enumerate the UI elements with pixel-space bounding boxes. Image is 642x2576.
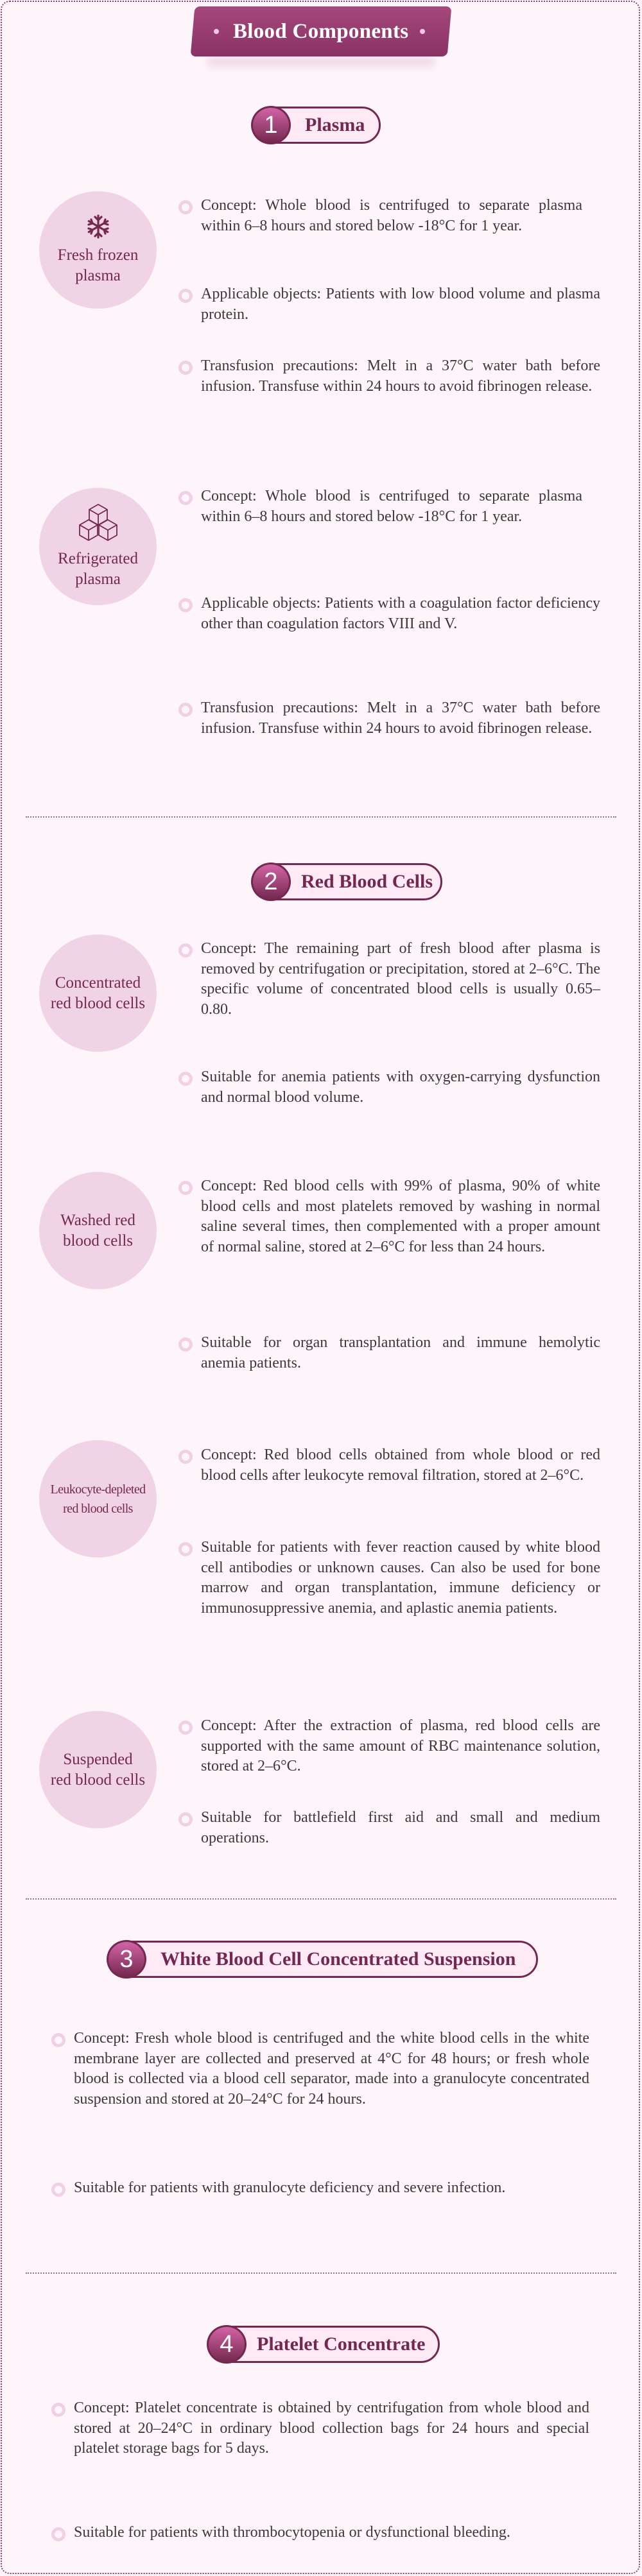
component-name-line: plasma	[75, 267, 121, 284]
component-name-line: red blood cells	[50, 1771, 146, 1789]
component-circle-fresh-frozen-plasma	[39, 191, 157, 309]
title-dot-right	[420, 29, 425, 34]
section-number-badge: 4	[207, 2325, 247, 2364]
component-name-line: blood cells	[62, 1232, 133, 1249]
list-item	[201, 1067, 600, 1108]
bullet-ring-icon	[178, 289, 193, 303]
component-circle-concentrated-rbc	[39, 934, 157, 1052]
bullet-ring-icon	[178, 1072, 193, 1086]
bullet-ring-icon	[178, 1721, 193, 1735]
list-item	[201, 1808, 600, 1848]
bullet-ring-icon	[178, 1812, 193, 1826]
list-item	[201, 486, 582, 527]
section-divider	[26, 1898, 616, 1900]
component-name-line: Leukocyte-depleted	[50, 1482, 146, 1497]
bullet-ring-icon	[178, 703, 193, 717]
list-item	[74, 2523, 589, 2543]
bullet-text: Concept: The remaining part of fresh blood after plasma is removed by centrifugation or precipitation, stored at 2–6°C. The specific volume of concentrated blood cells is usually 0.65–0.80.	[201, 940, 600, 1018]
bullet-ring-icon	[178, 1450, 193, 1464]
bullet-ring-icon	[178, 1542, 193, 1556]
section-header-red-blood-cells	[252, 863, 442, 900]
bullet-ring-icon	[51, 2183, 65, 2197]
bullet-text: Suitable for organ transplantation and immune hemolytic anemia patients.	[201, 1334, 600, 1371]
bullet-ring-icon	[178, 1337, 193, 1352]
list-item	[201, 1538, 600, 1619]
snowflake-icon	[85, 214, 111, 243]
list-item	[74, 2178, 589, 2199]
component-circle-refrigerated-plasma	[39, 488, 157, 605]
bullet-ring-icon	[51, 2033, 65, 2047]
bullet-text: Suitable for patients with granulocyte deficiency and severe infection.	[74, 2179, 506, 2196]
component-name-line: plasma	[75, 571, 121, 588]
component-name-line: Suspended	[63, 1750, 133, 1768]
bullet-text: Concept: After the extraction of plasma, red blood cells are supported with the same amount of RBC maintenance solution, stored at 2–6°C.	[201, 1717, 600, 1774]
page-title: Blood Components	[233, 19, 409, 43]
title-dot-left	[214, 29, 219, 34]
bullet-text: Transfusion precautions: Melt in a 37°C water bath before infusion. Transfuse within 24 hours to avoid fibrinogen release.	[201, 700, 600, 737]
section-title: Plasma	[305, 114, 365, 135]
bullet-text: Applicable objects: Patients with low blood volume and plasma protein.	[201, 286, 600, 323]
component-name-line: red blood cells	[50, 994, 146, 1012]
section-header-plasma	[252, 107, 381, 144]
bullet-ring-icon	[178, 491, 193, 505]
bullet-text: Transfusion precautions: Melt in a 37°C water bath before infusion. Transfuse within 24 hours to avoid fibrinogen release.	[201, 357, 600, 395]
cubes-icon	[76, 503, 120, 546]
section-header-white-blood-cells	[107, 1941, 538, 1978]
bullet-ring-icon	[178, 943, 193, 957]
section-number-badge: 1	[251, 106, 291, 144]
bullet-ring-icon	[178, 1181, 193, 1195]
component-name-line: Concentrated	[55, 974, 141, 992]
component-name-line: Refrigerated	[58, 550, 138, 567]
list-item	[201, 939, 600, 1020]
bullet-text: Suitable for anemia patients with oxygen-carrying dysfunction and normal blood volume.	[201, 1069, 600, 1106]
bullet-ring-icon	[178, 598, 193, 612]
section-title: Platelet Concentrate	[257, 2333, 426, 2355]
bullet-text: Suitable for battlefield first aid and small and medium operations.	[201, 1809, 600, 1846]
bullet-text: Applicable objects: Patients with a coagulation factor deficiency other than coagulation factors VIII and V.	[201, 595, 600, 632]
bullet-text: Concept: Red blood cells obtained from whole blood or red blood cells after leukocyte removal filtration, stored at 2–6°C.	[201, 1447, 600, 1484]
list-item	[74, 2398, 589, 2459]
component-name-line: red blood cells	[63, 1501, 133, 1516]
component-circle-leukocyte-depleted-rbc	[39, 1440, 157, 1558]
bullet-text: Suitable for patients with fever reaction caused by white blood cell antibodies or unknown causes. Can also be used for bone marrow and organ transplantation, immune deficiency or immunosuppressive anemia, and aplastic anemia patients.	[201, 1539, 600, 1617]
component-name-line: Washed red	[60, 1211, 135, 1229]
section-title: White Blood Cell Concentrated Suspension	[160, 1948, 516, 1970]
section-title: Red Blood Cells	[301, 871, 433, 892]
component-name-line: Fresh frozen	[57, 246, 139, 264]
section-header-platelet-concentrate	[207, 2326, 440, 2363]
component-circle-suspended-rbc	[39, 1711, 157, 1828]
bullet-text: Suitable for patients with thrombocytopenia or dysfunctional bleeding.	[74, 2524, 510, 2541]
bullet-text: Concept: Red blood cells with 99% of plasma, 90% of white blood cells and most platelets removed by washing in normal saline several times, then complemented with a proper amount of normal saline, stored at 2–6°C for less than 24 hours.	[201, 1178, 600, 1255]
section-number-badge: 3	[107, 1940, 146, 1979]
title-shadow	[207, 56, 435, 67]
section-divider	[26, 2272, 616, 2274]
bullet-text: Concept: Whole blood is centrifuged to separate plasma within 6–8 hours and stored below -18°C for 1 year.	[201, 488, 582, 525]
list-item	[201, 284, 600, 325]
title-banner-shape	[191, 6, 452, 56]
list-item	[201, 1445, 600, 1486]
component-circle-washed-rbc	[39, 1172, 157, 1289]
bullet-ring-icon	[178, 200, 193, 214]
bullet-text: Concept: Whole blood is centrifuged to separate plasma within 6–8 hours and stored below -18°C for 1 year.	[201, 197, 582, 234]
bullet-text: Concept: Fresh whole blood is centrifuged and the white blood cells in the white membrane layer are collected and preserved at 4°C for 48 hours; or fresh whole blood is collected via a blood cell separator, made into a granulocyte concentrated suspension and stored at 20–24°C for 24 hours.	[74, 2030, 589, 2108]
list-item	[201, 356, 600, 397]
list-item	[201, 1176, 600, 1257]
bullet-ring-icon	[178, 361, 193, 375]
list-item	[74, 2029, 589, 2109]
bullet-ring-icon	[51, 2403, 65, 2417]
list-item	[201, 1716, 600, 1777]
bullet-text: Concept: Platelet concentrate is obtained by centrifugation from whole blood and stored at 20–24°C in ordinary blood collection bags for 24 hours and special platelet storage bags for 5 days.	[74, 2400, 589, 2457]
list-item	[201, 1333, 600, 1373]
title-banner	[193, 6, 449, 58]
section-number-badge: 2	[251, 863, 291, 901]
bullet-ring-icon	[51, 2527, 65, 2541]
list-item	[201, 594, 600, 634]
section-divider	[26, 816, 616, 818]
list-item	[201, 196, 582, 236]
list-item	[201, 698, 600, 739]
